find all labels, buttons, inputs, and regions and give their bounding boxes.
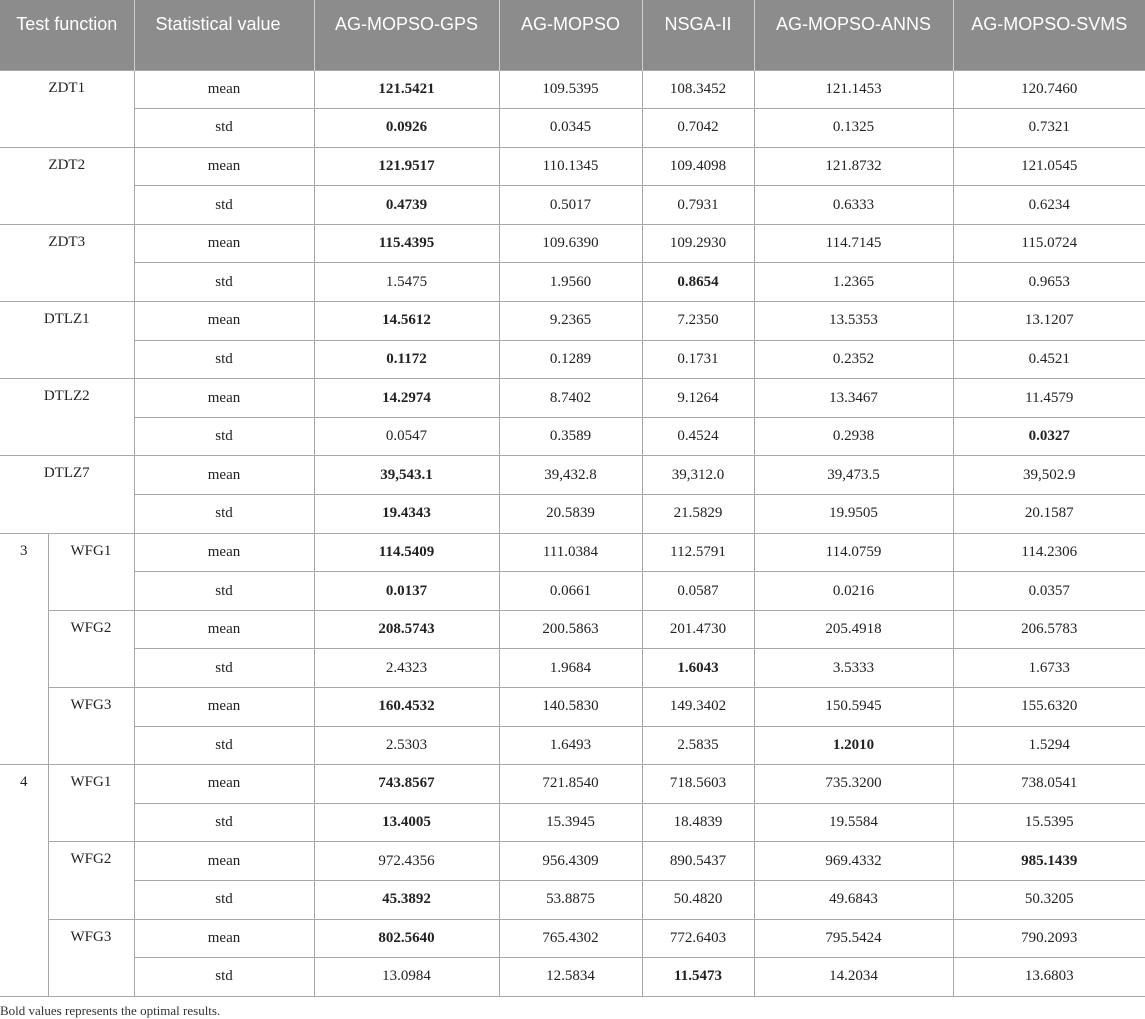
value-cell: 1.6733	[953, 649, 1145, 688]
value-cell: 890.5437	[642, 842, 754, 881]
value-cell: 15.5395	[953, 803, 1145, 842]
value-cell: 115.4395	[314, 224, 499, 263]
value-cell: 19.9505	[754, 495, 953, 534]
value-cell: 121.1453	[754, 70, 953, 109]
value-cell: 121.5421	[314, 70, 499, 109]
value-cell: 39,312.0	[642, 456, 754, 495]
value-cell: 0.1289	[499, 340, 642, 379]
value-cell: 108.3452	[642, 70, 754, 109]
table-row	[0, 688, 1145, 727]
value-cell: 121.8732	[754, 147, 953, 186]
value-cell: 160.4532	[314, 688, 499, 727]
value-cell: 15.3945	[499, 803, 642, 842]
stat-cell: std	[134, 726, 314, 765]
value-cell: 0.9653	[953, 263, 1145, 302]
value-cell: 9.1264	[642, 379, 754, 418]
value-cell: 0.2938	[754, 417, 953, 456]
value-cell: 201.4730	[642, 610, 754, 649]
value-cell: 120.7460	[953, 70, 1145, 109]
table-row	[0, 186, 1145, 225]
value-cell: 0.0216	[754, 572, 953, 611]
value-cell: 114.0759	[754, 533, 953, 572]
test-function-cell: ZDT1	[0, 70, 134, 147]
value-cell: 0.0547	[314, 417, 499, 456]
value-cell: 20.1587	[953, 495, 1145, 534]
value-cell: 13.6803	[953, 958, 1145, 997]
value-cell: 0.0357	[953, 572, 1145, 611]
value-cell: 208.5743	[314, 610, 499, 649]
table-row	[0, 456, 1145, 495]
value-cell: 140.5830	[499, 688, 642, 727]
stat-cell: std	[134, 186, 314, 225]
value-cell: 112.5791	[642, 533, 754, 572]
value-cell: 19.4343	[314, 495, 499, 534]
stat-cell: mean	[134, 456, 314, 495]
test-function-cell: WFG1	[48, 765, 134, 842]
value-cell: 772.6403	[642, 919, 754, 958]
test-function-cell: WFG3	[48, 919, 134, 996]
value-cell: 121.9517	[314, 147, 499, 186]
stat-cell: std	[134, 417, 314, 456]
value-cell: 1.6493	[499, 726, 642, 765]
table-row	[0, 340, 1145, 379]
table-row	[0, 880, 1145, 919]
value-cell: 2.5303	[314, 726, 499, 765]
value-cell: 7.2350	[642, 302, 754, 341]
value-cell: 0.0137	[314, 572, 499, 611]
value-cell: 53.8875	[499, 880, 642, 919]
value-cell: 972.4356	[314, 842, 499, 881]
value-cell: 110.1345	[499, 147, 642, 186]
value-cell: 2.4323	[314, 649, 499, 688]
value-cell: 1.2365	[754, 263, 953, 302]
table-header-row	[0, 0, 1145, 70]
value-cell: 39,543.1	[314, 456, 499, 495]
value-cell: 743.8567	[314, 765, 499, 804]
value-cell: 14.2974	[314, 379, 499, 418]
header-test-function: Test function	[0, 0, 134, 70]
value-cell: 155.6320	[953, 688, 1145, 727]
test-function-cell: DTLZ1	[0, 302, 134, 379]
table-row	[0, 147, 1145, 186]
table-row	[0, 379, 1145, 418]
value-cell: 109.5395	[499, 70, 642, 109]
value-cell: 0.4739	[314, 186, 499, 225]
value-cell: 0.7042	[642, 109, 754, 148]
header-statistical-value: Statistical value	[134, 0, 314, 70]
value-cell: 149.3402	[642, 688, 754, 727]
table-row	[0, 572, 1145, 611]
value-cell: 985.1439	[953, 842, 1145, 881]
value-cell: 111.0384	[499, 533, 642, 572]
stat-cell: std	[134, 803, 314, 842]
value-cell: 12.5834	[499, 958, 642, 997]
test-function-cell: DTLZ7	[0, 456, 134, 533]
stat-cell: std	[134, 495, 314, 534]
table-row	[0, 417, 1145, 456]
stat-cell: mean	[134, 688, 314, 727]
table-row	[0, 533, 1145, 572]
value-cell: 39,473.5	[754, 456, 953, 495]
test-function-cell: WFG2	[48, 842, 134, 919]
value-cell: 790.2093	[953, 919, 1145, 958]
stat-cell: std	[134, 109, 314, 148]
value-cell: 802.5640	[314, 919, 499, 958]
stat-cell: mean	[134, 379, 314, 418]
value-cell: 0.0587	[642, 572, 754, 611]
value-cell: 0.4524	[642, 417, 754, 456]
value-cell: 0.5017	[499, 186, 642, 225]
value-cell: 50.4820	[642, 880, 754, 919]
value-cell: 11.5473	[642, 958, 754, 997]
value-cell: 1.5475	[314, 263, 499, 302]
table-row	[0, 919, 1145, 958]
stat-cell: mean	[134, 610, 314, 649]
stat-cell: std	[134, 880, 314, 919]
value-cell: 14.2034	[754, 958, 953, 997]
stat-cell: mean	[134, 842, 314, 881]
stat-cell: std	[134, 958, 314, 997]
value-cell: 8.7402	[499, 379, 642, 418]
value-cell: 1.5294	[953, 726, 1145, 765]
value-cell: 114.7145	[754, 224, 953, 263]
value-cell: 115.0724	[953, 224, 1145, 263]
stat-cell: mean	[134, 919, 314, 958]
test-function-cell: WFG1	[48, 533, 134, 610]
table-row	[0, 842, 1145, 881]
value-cell: 21.5829	[642, 495, 754, 534]
value-cell: 39,432.8	[499, 456, 642, 495]
table-row	[0, 765, 1145, 804]
value-cell: 0.6234	[953, 186, 1145, 225]
value-cell: 13.4005	[314, 803, 499, 842]
header-ag-mopso: AG-MOPSO	[499, 0, 642, 70]
value-cell: 11.4579	[953, 379, 1145, 418]
value-cell: 109.2930	[642, 224, 754, 263]
value-cell: 1.2010	[754, 726, 953, 765]
value-cell: 738.0541	[953, 765, 1145, 804]
stat-cell: mean	[134, 302, 314, 341]
value-cell: 0.1731	[642, 340, 754, 379]
footnote: Bold values represents the optimal results.	[0, 1003, 221, 1018]
value-cell: 0.8654	[642, 263, 754, 302]
value-cell: 0.1325	[754, 109, 953, 148]
value-cell: 13.1207	[953, 302, 1145, 341]
value-cell: 735.3200	[754, 765, 953, 804]
value-cell: 109.6390	[499, 224, 642, 263]
value-cell: 14.5612	[314, 302, 499, 341]
table-row	[0, 224, 1145, 263]
value-cell: 0.0926	[314, 109, 499, 148]
value-cell: 39,502.9	[953, 456, 1145, 495]
stat-cell: mean	[134, 147, 314, 186]
stat-cell: std	[134, 649, 314, 688]
test-function-cell: DTLZ2	[0, 379, 134, 456]
value-cell: 0.7321	[953, 109, 1145, 148]
value-cell: 0.1172	[314, 340, 499, 379]
value-cell: 0.0327	[953, 417, 1145, 456]
test-function-cell: WFG3	[48, 688, 134, 765]
value-cell: 0.6333	[754, 186, 953, 225]
value-cell: 0.2352	[754, 340, 953, 379]
test-function-cell: ZDT3	[0, 224, 134, 301]
value-cell: 765.4302	[499, 919, 642, 958]
table-row	[0, 610, 1145, 649]
value-cell: 956.4309	[499, 842, 642, 881]
value-cell: 121.0545	[953, 147, 1145, 186]
header-ag-mopso-svms: AG-MOPSO-SVMS	[953, 0, 1145, 70]
value-cell: 206.5783	[953, 610, 1145, 649]
value-cell: 150.5945	[754, 688, 953, 727]
table-body	[0, 70, 1145, 996]
value-cell: 114.5409	[314, 533, 499, 572]
stat-cell: std	[134, 340, 314, 379]
table-row	[0, 495, 1145, 534]
value-cell: 200.5863	[499, 610, 642, 649]
stat-cell: mean	[134, 765, 314, 804]
value-cell: 205.4918	[754, 610, 953, 649]
value-cell: 1.6043	[642, 649, 754, 688]
objective-count-cell: 3	[0, 533, 48, 765]
stat-cell: mean	[134, 533, 314, 572]
value-cell: 13.3467	[754, 379, 953, 418]
table-row	[0, 109, 1145, 148]
value-cell: 795.5424	[754, 919, 953, 958]
table-row	[0, 803, 1145, 842]
value-cell: 0.7931	[642, 186, 754, 225]
table-row	[0, 649, 1145, 688]
value-cell: 2.5835	[642, 726, 754, 765]
test-function-cell: WFG2	[48, 610, 134, 687]
value-cell: 49.6843	[754, 880, 953, 919]
value-cell: 1.9684	[499, 649, 642, 688]
objective-count-cell: 4	[0, 765, 48, 997]
value-cell: 721.8540	[499, 765, 642, 804]
value-cell: 0.0661	[499, 572, 642, 611]
value-cell: 1.9560	[499, 263, 642, 302]
stat-cell: std	[134, 263, 314, 302]
value-cell: 13.0984	[314, 958, 499, 997]
value-cell: 969.4332	[754, 842, 953, 881]
value-cell: 20.5839	[499, 495, 642, 534]
header-nsga-ii: NSGA-II	[642, 0, 754, 70]
value-cell: 0.4521	[953, 340, 1145, 379]
value-cell: 13.5353	[754, 302, 953, 341]
header-ag-mopso-gps: AG-MOPSO-GPS	[314, 0, 499, 70]
table-row	[0, 958, 1145, 997]
value-cell: 19.5584	[754, 803, 953, 842]
table-row	[0, 302, 1145, 341]
table-row	[0, 70, 1145, 109]
header-ag-mopso-anns: AG-MOPSO-ANNS	[754, 0, 953, 70]
value-cell: 3.5333	[754, 649, 953, 688]
value-cell: 18.4839	[642, 803, 754, 842]
value-cell: 0.3589	[499, 417, 642, 456]
table-row	[0, 263, 1145, 302]
value-cell: 0.0345	[499, 109, 642, 148]
value-cell: 114.2306	[953, 533, 1145, 572]
table-row	[0, 726, 1145, 765]
value-cell: 45.3892	[314, 880, 499, 919]
value-cell: 9.2365	[499, 302, 642, 341]
stat-cell: mean	[134, 70, 314, 109]
test-function-cell: ZDT2	[0, 147, 134, 224]
value-cell: 718.5603	[642, 765, 754, 804]
stat-cell: mean	[134, 224, 314, 263]
value-cell: 109.4098	[642, 147, 754, 186]
stat-cell: std	[134, 572, 314, 611]
value-cell: 50.3205	[953, 880, 1145, 919]
